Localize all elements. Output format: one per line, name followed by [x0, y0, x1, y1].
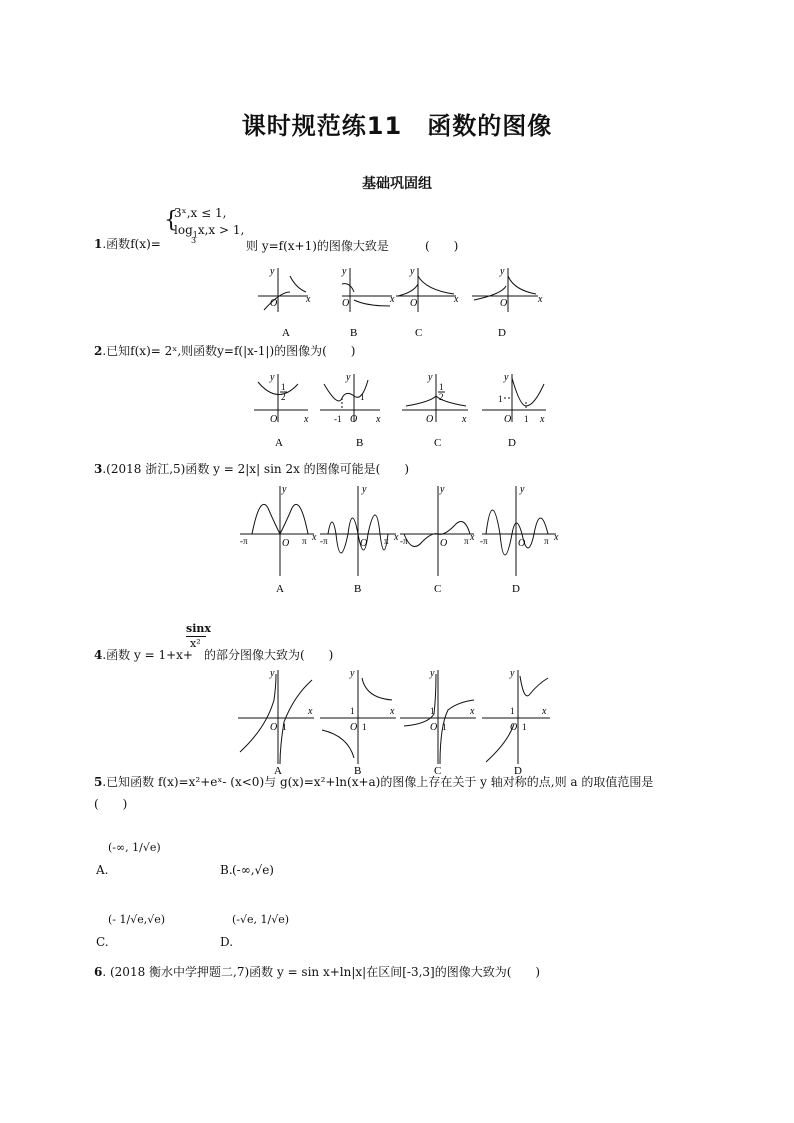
- option-b[interactable]: (-∞,√e): [232, 863, 274, 877]
- svg-text:O: O: [410, 298, 418, 309]
- svg-text:1: 1: [282, 722, 287, 732]
- svg-text:B: B: [354, 765, 362, 776]
- graph-b: [320, 670, 396, 764]
- svg-text:O: O: [270, 722, 278, 733]
- option-a[interactable]: (-∞, 1/√e): [108, 841, 161, 854]
- svg-text:D: D: [514, 765, 522, 776]
- svg-text:x: x: [540, 414, 545, 425]
- svg-text:C: C: [434, 765, 442, 776]
- graph-c: [396, 268, 456, 312]
- svg-text:1: 1: [524, 414, 529, 424]
- svg-text:O: O: [518, 538, 526, 549]
- svg-text:π: π: [544, 536, 549, 546]
- graph-d: [482, 486, 556, 576]
- svg-text:y: y: [350, 668, 355, 679]
- option-d-label[interactable]: D.: [220, 935, 234, 949]
- question-text: .(2018 浙江,5)函数 y = 2|x| sin 2x 的图像可能是( ): [102, 462, 410, 476]
- svg-text:2: 2: [439, 392, 444, 402]
- graph-a: [238, 670, 314, 764]
- svg-text:O: O: [426, 414, 434, 425]
- brace: {: [164, 208, 178, 233]
- q3-graphs: [236, 482, 566, 598]
- svg-text:-π: -π: [480, 536, 488, 546]
- question-text: f(x)=: [130, 237, 161, 251]
- svg-text:π: π: [384, 536, 389, 546]
- svg-text:x: x: [308, 706, 313, 717]
- svg-text:A: A: [282, 327, 290, 339]
- svg-text:y: y: [410, 266, 415, 277]
- svg-text:y: y: [270, 266, 275, 277]
- svg-text:1: 1: [360, 392, 365, 402]
- case-1: 3ˣ,x ≤ 1,: [174, 206, 227, 220]
- case-2: $\log_1x,x > 1$,: [174, 223, 245, 240]
- svg-text:O: O: [504, 414, 512, 425]
- question-number: 1: [94, 237, 103, 251]
- svg-text:y: y: [282, 484, 287, 495]
- option-b-label[interactable]: B.: [220, 863, 233, 877]
- answer-paren: ( ): [94, 797, 128, 811]
- svg-text:y: y: [510, 668, 515, 679]
- svg-text:-π: -π: [320, 536, 328, 546]
- question-number: 3: [94, 462, 103, 476]
- svg-text:x: x: [470, 706, 475, 717]
- svg-text:C: C: [415, 327, 423, 339]
- answer-paren: ( ): [425, 239, 459, 253]
- question-number: 6: [94, 965, 103, 979]
- graph-a: [258, 268, 308, 312]
- question-text: .函数: [102, 237, 131, 251]
- svg-text:O: O: [282, 538, 290, 549]
- svg-text:x: x: [454, 294, 459, 305]
- svg-text:y: y: [504, 372, 509, 383]
- option-c-label[interactable]: C.: [96, 935, 109, 949]
- graph-c: [400, 486, 474, 576]
- question-text: .已知函数 f(x)=x²+eˣ- (x<0)与 g(x)=x²+ln(x+a)的图像上存在关于 y 轴对称的点,则 a 的取值范围是: [102, 775, 654, 789]
- svg-text:x: x: [376, 414, 381, 425]
- svg-text:2: 2: [281, 392, 286, 402]
- option-d[interactable]: (-√e, 1/√e): [232, 913, 290, 926]
- svg-text:y: y: [500, 266, 505, 277]
- question-text: .函数 y = 1+x+: [102, 648, 193, 662]
- svg-text:y: y: [362, 484, 367, 495]
- svg-text:y: y: [430, 668, 435, 679]
- fraction-numerator: sinx: [186, 622, 211, 635]
- question-4: [94, 647, 193, 663]
- svg-text:C: C: [434, 437, 442, 449]
- svg-text:1: 1: [522, 722, 527, 732]
- page-title: 课时规范练11 函数的图像: [241, 112, 553, 140]
- question-3: [94, 461, 409, 477]
- graph-d: [482, 670, 550, 764]
- svg-text:D: D: [508, 437, 516, 449]
- svg-text:1: 1: [350, 706, 355, 716]
- svg-text:x: x: [462, 414, 467, 425]
- svg-text:x: x: [470, 532, 475, 543]
- question-number: 5: [94, 775, 103, 789]
- fraction-denominator: x²: [190, 637, 201, 650]
- graph-c: [402, 374, 468, 422]
- svg-text:B: B: [356, 437, 364, 449]
- svg-text:B: B: [354, 583, 362, 595]
- svg-text:O: O: [510, 722, 518, 733]
- svg-text:1: 1: [442, 722, 447, 732]
- question-text: . (2018 衡水中学押题二,7)函数 y = sin x+ln|x|在区间[-3,3]的图像大致为( ): [102, 965, 541, 979]
- graph-b: [342, 268, 392, 312]
- svg-text:y: y: [440, 484, 445, 495]
- svg-text:1: 1: [510, 706, 515, 716]
- svg-text:-1: -1: [334, 414, 342, 424]
- svg-text:y: y: [270, 372, 275, 383]
- svg-text:1: 1: [362, 722, 367, 732]
- question-number: 4: [94, 648, 103, 662]
- svg-text:1: 1: [498, 394, 503, 404]
- question-text: 则 y=f(x+1)的图像大致是: [246, 239, 389, 253]
- svg-text:1: 1: [430, 706, 435, 716]
- svg-text:x: x: [538, 294, 543, 305]
- svg-text:1: 1: [439, 382, 444, 392]
- svg-text:O: O: [350, 722, 358, 733]
- svg-text:y: y: [428, 372, 433, 383]
- svg-text:y: y: [270, 668, 275, 679]
- svg-text:O: O: [270, 414, 278, 425]
- question-number: 2: [94, 344, 103, 358]
- graph-a: [240, 486, 314, 576]
- svg-text:A: A: [275, 437, 283, 449]
- question-1: [94, 236, 161, 252]
- q4-graphs: [236, 666, 550, 776]
- svg-text:A: A: [274, 765, 282, 776]
- svg-text:A: A: [276, 583, 284, 595]
- svg-text:-π: -π: [240, 536, 248, 546]
- svg-text:y: y: [342, 266, 347, 277]
- svg-text:x: x: [304, 414, 309, 425]
- svg-text:O: O: [430, 722, 438, 733]
- svg-text:D: D: [498, 327, 506, 339]
- q2-graphs: [250, 366, 550, 452]
- svg-text:x: x: [542, 706, 547, 717]
- svg-text:x: x: [390, 706, 395, 717]
- option-a-label[interactable]: A.: [96, 863, 109, 877]
- svg-text:x: x: [312, 532, 317, 543]
- case-2-base: 3: [191, 236, 197, 245]
- svg-text:C: C: [434, 583, 442, 595]
- svg-text:1: 1: [281, 382, 286, 392]
- question-2: [94, 343, 356, 359]
- question-6: [94, 964, 540, 980]
- q1-graphs: [250, 262, 550, 342]
- question-text: 的部分图像大致为( ): [204, 648, 334, 662]
- svg-text:x: x: [554, 532, 559, 543]
- svg-text:-π: -π: [400, 536, 408, 546]
- svg-text:O: O: [342, 298, 350, 309]
- svg-text:O: O: [500, 298, 508, 309]
- graph-c: [400, 670, 476, 764]
- svg-text:O: O: [360, 538, 368, 549]
- graph-b: [320, 486, 396, 576]
- question-5: [94, 774, 653, 790]
- svg-text:O: O: [440, 538, 448, 549]
- svg-text:x: x: [306, 294, 311, 305]
- svg-text:x: x: [394, 532, 399, 543]
- svg-text:O: O: [270, 298, 278, 309]
- svg-text:π: π: [464, 536, 469, 546]
- svg-text:x: x: [390, 294, 395, 305]
- question-text: .已知f(x)= 2ˣ,则函数y=f(|x-1|)的图像为( ): [102, 344, 356, 358]
- graph-d: [482, 374, 546, 422]
- svg-text:O: O: [350, 414, 358, 425]
- svg-text:y: y: [346, 372, 351, 383]
- svg-text:y: y: [520, 484, 525, 495]
- svg-text:B: B: [350, 327, 358, 339]
- option-c[interactable]: (- 1/√e,√e): [108, 913, 166, 926]
- svg-text:π: π: [302, 536, 307, 546]
- section-title: 基础巩固组: [362, 176, 432, 192]
- svg-text:D: D: [512, 583, 520, 595]
